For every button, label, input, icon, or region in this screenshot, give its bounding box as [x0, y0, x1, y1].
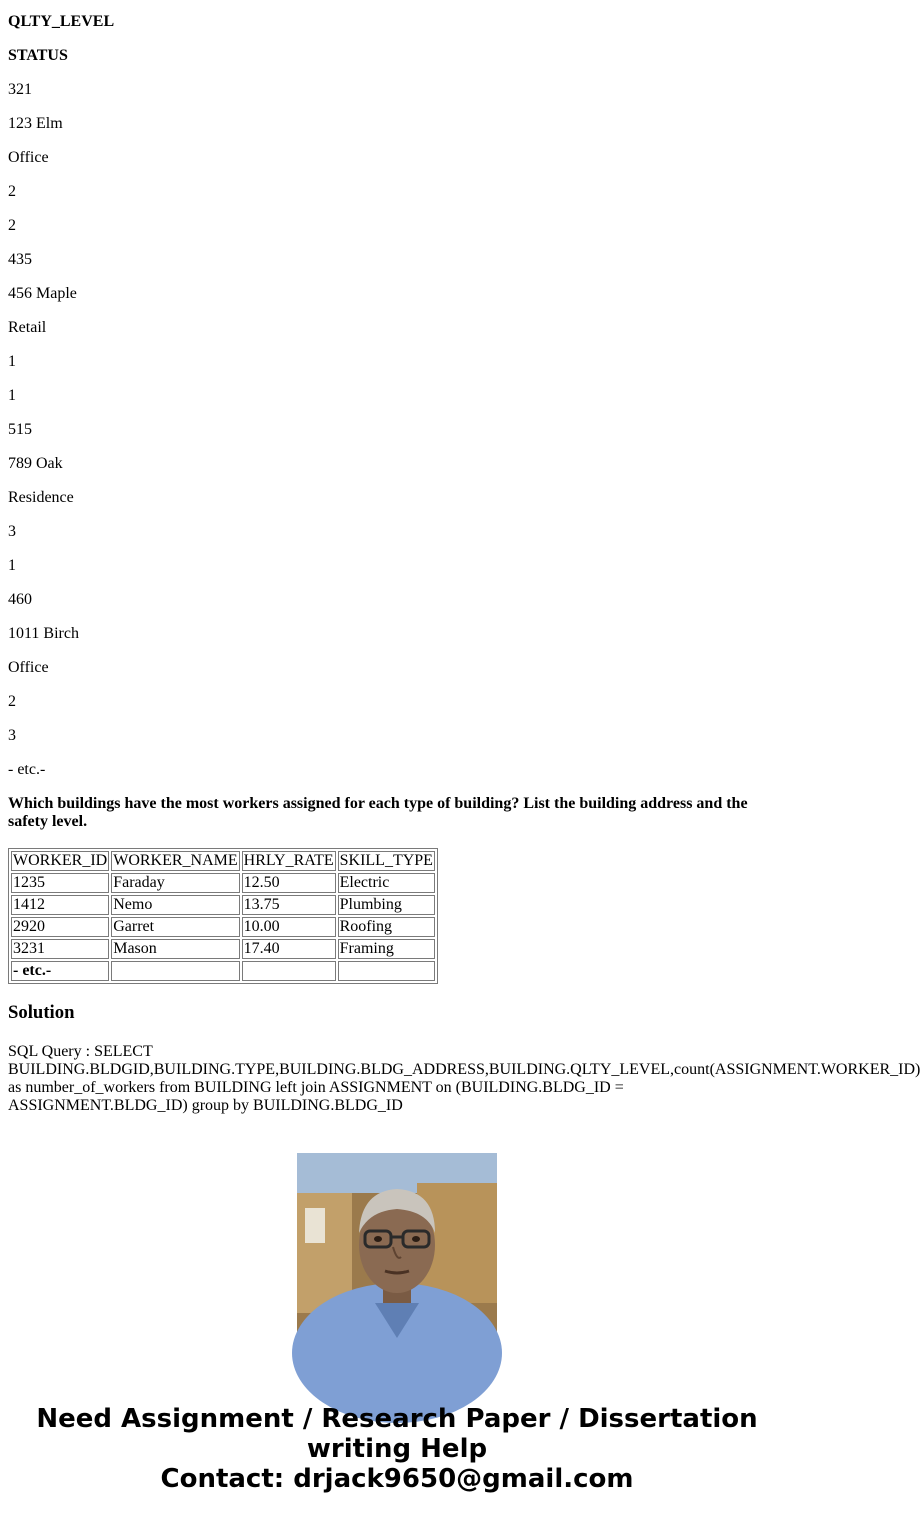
table-cell: Roofing: [338, 917, 435, 937]
building-address: 1011 Birch: [8, 625, 79, 642]
building-record-1: [8, 81, 794, 251]
building-address: 789 Oak: [8, 455, 63, 472]
building-type: Residence: [8, 489, 74, 506]
column-header: HRLY_RATE: [243, 852, 334, 869]
building-qlty: 2: [8, 183, 16, 200]
table-row: [11, 895, 435, 915]
building-status: 2: [8, 217, 16, 234]
table-cell: Framing: [338, 939, 435, 959]
building-status: 1: [8, 557, 16, 574]
contact-line: Need Assignment / Research Paper / Dissertation: [36, 1404, 758, 1434]
building-record-4: [8, 591, 794, 761]
building-qlty: 1: [8, 353, 16, 370]
document-body: [8, 13, 794, 831]
table-cell-etc: - etc.-: [11, 961, 109, 981]
column-header: SKILL_TYPE: [339, 852, 433, 869]
table-cell: 1412: [11, 895, 109, 915]
avatar-portrait: [297, 1153, 497, 1353]
building-qlty: 2: [8, 693, 16, 710]
table-cell: Mason: [111, 939, 239, 959]
table-cell: Nemo: [111, 895, 239, 915]
table-cell: 1235: [11, 873, 109, 893]
table-cell: Faraday: [111, 873, 239, 893]
worker-table: [8, 848, 438, 984]
building-status: 1: [8, 387, 16, 404]
building-id: 435: [8, 251, 32, 268]
sql-line: BUILDING.BLDGID,BUILDING.TYPE,BUILDING.BLDG_ADDRESS,BUILDING.QLTY_LEVEL,count(ASSIGNMENT.WORKER_ID): [8, 1061, 920, 1078]
table-cell: 13.75: [242, 895, 336, 915]
building-id: 460: [8, 591, 32, 608]
table-header-row: [11, 851, 435, 871]
building-address: 123 Elm: [8, 115, 63, 132]
table-row: [11, 917, 435, 937]
table-cell: 2920: [11, 917, 109, 937]
building-id: 515: [8, 421, 32, 438]
table-row: [11, 873, 435, 893]
building-record-3: [8, 421, 794, 591]
table-cell-empty: [338, 961, 435, 981]
contact-line: writing Help: [306, 1434, 488, 1464]
table-cell: Electric: [338, 873, 435, 893]
building-id: 321: [8, 81, 32, 98]
column-header: WORKER_NAME: [113, 852, 238, 869]
building-address: 456 Maple: [8, 285, 77, 302]
table-cell: 12.50: [242, 873, 336, 893]
table-cell: 17.40: [242, 939, 336, 959]
building-qlty: 3: [8, 523, 16, 540]
building-type: Retail: [8, 319, 47, 336]
building-record-2: [8, 251, 794, 421]
avatar: [297, 1153, 497, 1353]
table-cell-empty: [111, 961, 239, 981]
question-text: Which buildings have the most workers assigned for each type of building? List the building address and the safety level.: [8, 795, 748, 830]
building-status: 3: [8, 727, 16, 744]
table-cell: Plumbing: [338, 895, 435, 915]
etc-label: - etc.-: [8, 761, 46, 778]
column-header: WORKER_ID: [13, 852, 108, 869]
contact-email: Contact: drjack9650@gmail.com: [160, 1464, 634, 1494]
sql-line: as number_of_workers from BUILDING left join ASSIGNMENT on (BUILDING.BLDG_ID =: [8, 1079, 624, 1096]
field-qlty-level: QLTY_LEVEL: [8, 13, 115, 30]
table-cell: Garret: [111, 917, 239, 937]
solution-heading: Solution: [8, 1002, 75, 1023]
table-cell: 3231: [11, 939, 109, 959]
table-cell: 10.00: [242, 917, 336, 937]
table-row: [11, 939, 435, 959]
contact-banner: [0, 1404, 794, 1494]
building-type: Office: [8, 659, 49, 676]
field-status: STATUS: [8, 47, 68, 64]
building-type: Office: [8, 149, 49, 166]
sql-line: ASSIGNMENT.BLDG_ID) group by BUILDING.BLDG_ID: [8, 1097, 403, 1114]
sql-query: [8, 1043, 920, 1115]
table-cell-empty: [242, 961, 336, 981]
sql-line: SQL Query : SELECT: [8, 1043, 153, 1060]
table-footer-row: [11, 961, 435, 981]
